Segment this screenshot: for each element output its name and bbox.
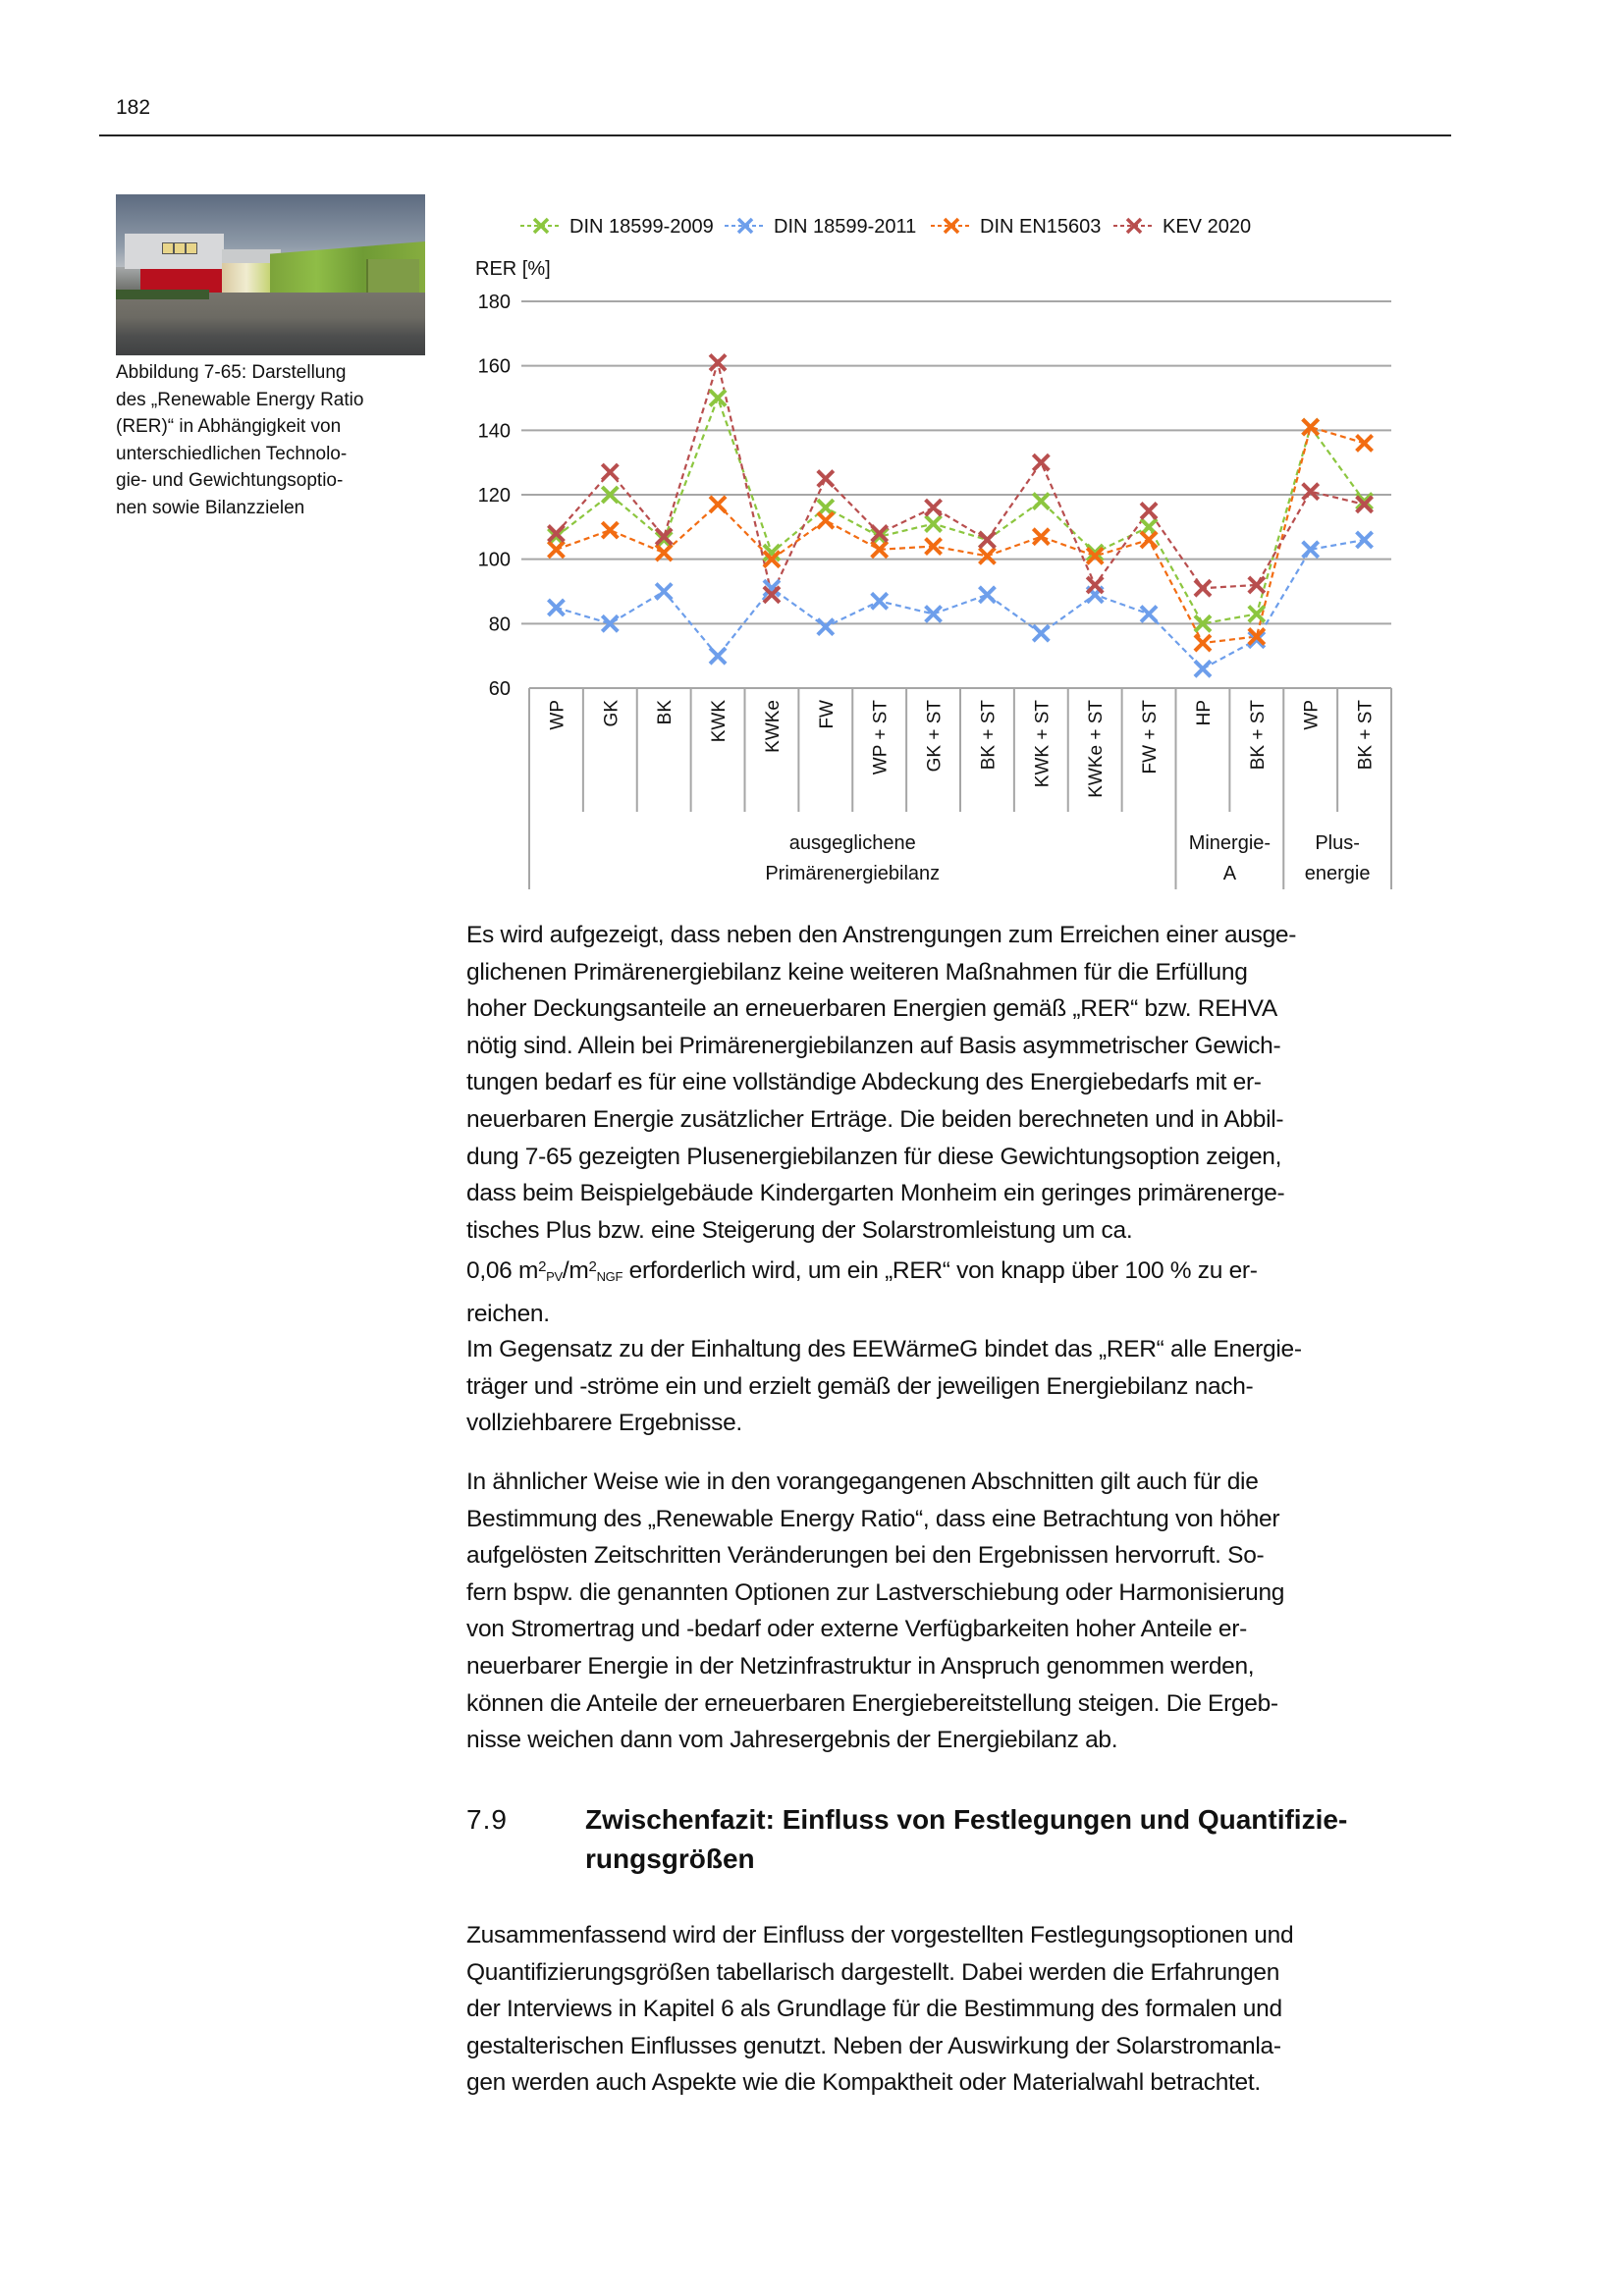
caption-line: (RER)“ in Abhängigkeit von	[116, 416, 342, 437]
group-label: Plus-	[1315, 832, 1360, 854]
section-title	[585, 1800, 1449, 1879]
group-label: energie	[1304, 863, 1371, 884]
formula-sup: 2	[538, 1258, 547, 1276]
x-tick-label: BK + ST	[978, 700, 1000, 771]
x-tick-label: KWK + ST	[1032, 700, 1054, 788]
text-line: fern bspw. die genannten Optionen zur Lastverschiebung oder Harmonisierung	[466, 1578, 1285, 1606]
text-line: glichenen Primärenergiebilanz keine weiteren Maßnahmen für die Erfüllung	[466, 958, 1248, 986]
photo-lit-entrance	[222, 263, 271, 294]
text-line: dung 7-65 gezeigten Plusenergiebilanzen für diese Gewichtungsoption zeigen,	[466, 1143, 1282, 1170]
text-line: aufgelösten Zeitschritten Veränderungen bei den Ergebnissen hervorruft. So-	[466, 1542, 1265, 1570]
text-line: nötig sind. Allein bei Primärenergiebilanzen auf Basis asymmetrischer Gewich-	[466, 1032, 1281, 1059]
legend-label: DIN 18599-2009	[569, 216, 714, 238]
text-line: Zusammenfassend wird der Einfluss der vorgestellten Festlegungsoptionen und	[466, 1922, 1294, 1949]
y-tick-label: 180	[477, 292, 511, 313]
formula-sub-pv: PV	[546, 1269, 563, 1285]
photo-ground	[116, 293, 425, 355]
text-line: gestalterischen Einflusses genutzt. Neben der Auswirkung der Solarstromanla-	[466, 2032, 1281, 2059]
figure-caption	[116, 359, 430, 521]
caption-line: gie- und Gewichtungsoptio-	[116, 470, 344, 491]
series-line	[556, 427, 1364, 643]
formula-line	[466, 1249, 1453, 1296]
x-tick-label: GK + ST	[924, 700, 946, 773]
paragraph-1	[466, 917, 1453, 1333]
y-axis-label: RER [%]	[475, 258, 551, 280]
text-line: nisse weichen dann vom Jahresergebnis der Energiebilanz ab.	[466, 1727, 1118, 1754]
caption-line: nen sowie Bilanzzielen	[116, 497, 305, 518]
legend-label: KEV 2020	[1163, 216, 1252, 238]
text-line: der Interviews in Kapitel 6 als Grundlage für die Bestimmung des formalen und	[466, 1996, 1282, 2023]
x-tick-label: GK	[601, 700, 623, 727]
text-line: Bestimmung des „Renewable Energy Ratio“, dass eine Betrachtung von höher	[466, 1505, 1280, 1532]
formula-slash: /m	[562, 1257, 589, 1285]
group-label: ausgeglichene	[788, 832, 916, 854]
x-tick-label: FW	[816, 700, 838, 729]
x-tick-label: WP	[547, 700, 568, 730]
page-number: 182	[116, 96, 151, 119]
y-tick-label: 80	[488, 614, 511, 636]
photo-grass	[116, 290, 209, 299]
photo-window	[162, 242, 174, 254]
text-line: vollziehbarere Ergebnisse.	[466, 1410, 742, 1437]
text-line: Es wird aufgezeigt, dass neben den Anstrengungen zum Erreichen einer ausge-	[466, 922, 1297, 948]
formula-sup: 2	[588, 1258, 597, 1276]
formula-rest: erforderlich wird, um ein „RER“ von knapp über 100 % zu er-	[623, 1257, 1258, 1285]
y-tick-label: 60	[488, 678, 511, 700]
section-title-line: rungsgrößen	[585, 1843, 755, 1874]
y-tick-label: 140	[477, 420, 511, 443]
text-line: hoher Deckungsanteile an erneuerbaren Energien gemäß „RER“ bzw. REHVA	[466, 995, 1277, 1023]
x-tick-label: KWKe	[762, 700, 784, 753]
x-tick-label: HP	[1193, 700, 1215, 726]
text-line: träger und -ströme ein und erzielt gemäß der jeweiligen Energiebilanz nach-	[466, 1372, 1254, 1400]
caption-line: unterschiedlichen Technolo-	[116, 443, 348, 464]
text-line: Im Gegensatz zu der Einhaltung des EEWärmeG bindet das „RER“ alle Energie-	[466, 1336, 1302, 1362]
text-line: gen werden auch Aspekte wie die Kompaktheit oder Materialwahl betrachtet.	[466, 2069, 1261, 2097]
legend-label: DIN 18599-2011	[774, 216, 917, 238]
kindergarten-building-photo	[116, 194, 425, 355]
chart-canvas	[461, 196, 1443, 903]
y-tick-label: 160	[477, 355, 511, 378]
formula-value: 0,06 m	[466, 1257, 539, 1285]
y-tick-label: 120	[477, 485, 511, 507]
section-title-line: Zwischenfazit: Einfluss von Festlegungen und Quantifizie-	[585, 1804, 1348, 1835]
x-tick-label: WP + ST	[870, 700, 892, 775]
x-tick-label: BK + ST	[1247, 700, 1269, 771]
header-rule	[99, 134, 1451, 136]
section-number: 7.9	[466, 1804, 508, 1835]
text-line: können die Anteile der erneuerbaren Energiebereitstellung steigen. Die Ergeb-	[466, 1689, 1278, 1717]
paragraph-3	[466, 1464, 1453, 1759]
x-tick-label: WP	[1301, 700, 1323, 730]
formula-sub-ngf: NGF	[596, 1269, 623, 1285]
y-tick-label: 100	[477, 549, 511, 571]
text-line: von Stromertrag und -bedarf oder externe Verfügbarkeiten hoher Anteile er-	[466, 1616, 1247, 1643]
text-line: Quantifizierungsgrößen tabellarisch dargestellt. Dabei werden die Erfahrungen	[466, 1958, 1280, 1986]
x-tick-label: BK	[655, 700, 677, 725]
photo-window	[174, 242, 186, 254]
x-tick-label: KWK	[709, 700, 731, 743]
caption-line: des „Renewable Energy Ratio	[116, 389, 364, 410]
text-line: dass beim Beispielgebäude Kindergarten Monheim ein geringes primärenerge-	[466, 1180, 1285, 1207]
text-line: tisches Plus bzw. eine Steigerung der Solarstromleistung um ca.	[466, 1216, 1133, 1244]
text-line: neuerbaren Energie zusätzlicher Erträge. Die beiden berechneten und in Abbil-	[466, 1105, 1284, 1133]
caption-line: Abbildung 7-65: Darstellung	[116, 362, 347, 383]
group-label: Primärenergiebilanz	[765, 863, 941, 884]
text-line: neuerbarer Energie in der Netzinfrastruktur in Anspruch genommen werden,	[466, 1652, 1255, 1680]
legend-label: DIN EN15603	[980, 216, 1102, 238]
text-line: In ähnlicher Weise wie in den vorangegangenen Abschnitten gilt auch für die	[466, 1468, 1259, 1495]
paragraph-2	[466, 1331, 1453, 1442]
group-label: Minergie-	[1188, 832, 1272, 854]
x-tick-label: BK + ST	[1355, 700, 1377, 771]
series-line	[556, 399, 1364, 624]
text-line: tungen bedarf es für eine vollständige Abdeckung des Energiebedarfs mit er-	[466, 1069, 1262, 1096]
text-line: reichen.	[466, 1300, 550, 1327]
group-label: A	[1222, 863, 1237, 884]
photo-window	[186, 242, 197, 254]
rer-line-chart	[461, 196, 1443, 903]
x-tick-label: FW + ST	[1140, 700, 1162, 774]
x-tick-label: KWKe + ST	[1086, 700, 1108, 798]
paragraph-4	[466, 1917, 1453, 2102]
